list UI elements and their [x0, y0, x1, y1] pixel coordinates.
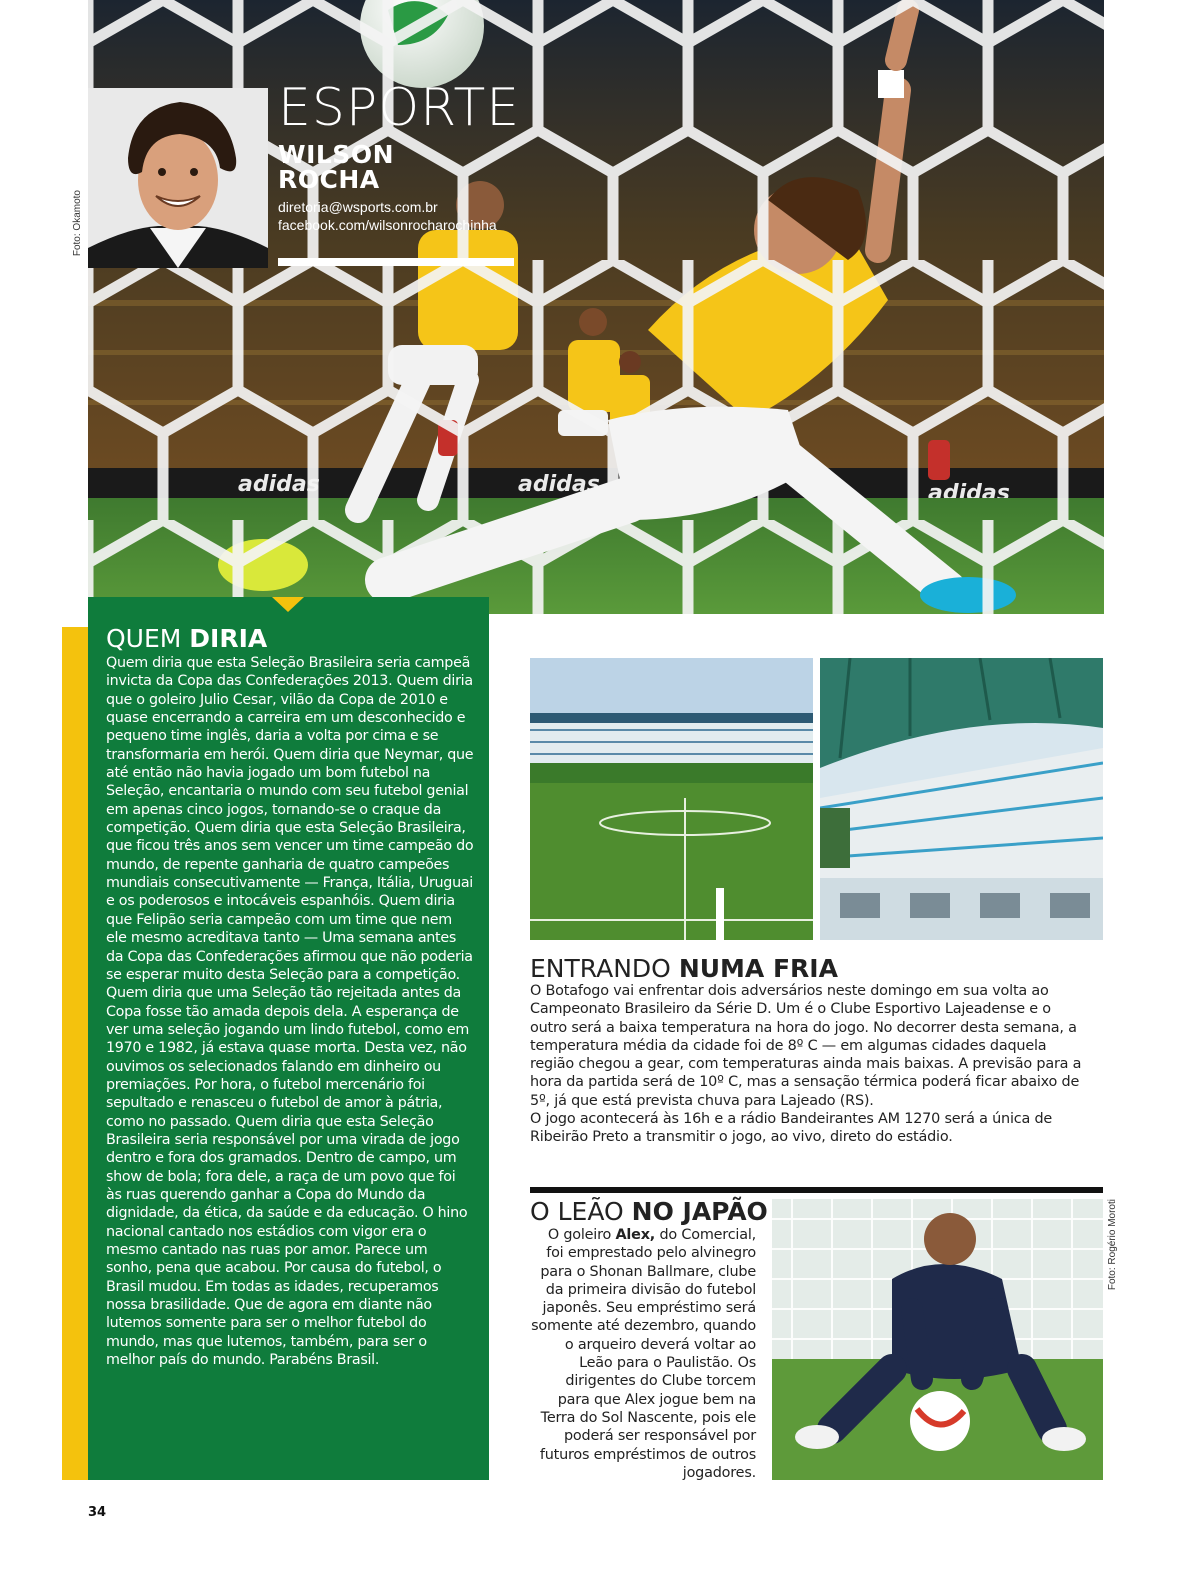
author-contact [278, 198, 497, 234]
author-portrait [88, 88, 268, 268]
third-article-player-name: Alex, [615, 1227, 656, 1243]
page-number: 34 [88, 1505, 107, 1520]
third-article-title-bold: NO JAPÃO [631, 1197, 768, 1226]
article-notch [272, 597, 304, 612]
third-article-title [530, 1199, 768, 1224]
author-name-last: ROCHA [278, 165, 380, 194]
goalkeeper-photo [772, 1199, 1103, 1480]
third-article-body-rest: do Comercial, foi emprestado pelo alvinegro para o Shonan Ballmare, clube da primeira divisão do futebol japonês. Seu empréstimo será somente até dezembro, quando o arqueiro deverá voltar ao Leão para o Paulistão. Os dirigentes do Clube torcem para que Alex jogue bem na Terra do Sol Nascente, pois ele poderá ser responsável por futuros empréstimos de outros jogadores. [531, 1227, 756, 1481]
second-article-title [530, 956, 838, 981]
author-email-link[interactable]: diretoria@wsports.com.br [278, 199, 438, 215]
third-article-body-start: O goleiro [547, 1227, 616, 1243]
author-name-first: WILSON [278, 140, 394, 169]
section-divider [530, 1187, 1103, 1193]
section-title: ESPORTE [278, 78, 521, 138]
second-article-body [530, 982, 1090, 1147]
second-article-title-light: ENTRANDO [530, 954, 671, 983]
stadium-photo-field [530, 658, 813, 940]
goalkeeper-photo-credit: Foto: Rogério Moroti [1107, 1199, 1118, 1291]
portrait-photo-credit: Foto: Okamoto [72, 190, 83, 257]
third-article-body [530, 1226, 756, 1482]
author-divider [278, 258, 514, 266]
main-article-title-light: QUEM [106, 624, 182, 653]
second-article-paragraph-1: O Botafogo vai enfrentar dois adversários neste domingo em sua volta ao Campeonato Brasileiro da Série D. Um é o Clube Esportivo Lajeadense e o outro será a baixa temperatura na hora do jogo. No decorrer desta semana, a temperatura média da cidade foi de 8º C — em algumas cidades daquela região chegou a gear, com temperaturas ainda mais baixas. A previsão para a hora da partida será de 10º C, mas a sensação térmica poderá ficar abaixo de 5º, já que está prevista chuva para Lajeado (RS). [530, 983, 1082, 1109]
main-article-title [106, 626, 267, 651]
main-article-title-bold: DIRIA [189, 624, 268, 653]
third-article-title-light: O LEÃO [530, 1197, 624, 1226]
accent-bar [62, 627, 88, 1480]
stadium-photo-stands [820, 658, 1103, 940]
stadium-field-illustration [530, 658, 813, 940]
second-article-paragraph-2: O jogo acontecerá às 16h e a rádio Bandeirantes AM 1270 será a única de Ribeirão Preto a transmitir o jogo, ao vivo, direto do estádio. [530, 1111, 1053, 1146]
author-facebook-link[interactable]: facebook.com/wilsonrocharochinha [278, 217, 497, 233]
author-name [278, 142, 478, 192]
second-article-title-bold: NUMA FRIA [678, 954, 838, 983]
stadium-stands-illustration [820, 658, 1103, 940]
goalkeeper-illustration [772, 1199, 1103, 1480]
main-article-body: Quem diria que esta Seleção Brasileira seria campeã invicta da Copa das Confederações 2013. Quem diria que o goleiro Julio Cesar, vilão da Copa de 2010 e quase encerrando a carreira em um desconhecido e pequeno time inglês, daria a volta por cima e se transformaria em herói. Quem diria que Neymar, que até então não havia jogado um bom futebol na Seleção, encantaria o mundo com seu futebol genial em apenas cinco jogos, tornando-se o craque da competição. Quem diria que esta Seleção Brasileira, que ficou três anos sem vencer um time campeão do mundo, de repente ganharia de quatro campeões mundiais consecutivamente — França, Itália, Uruguai e os poderosos e intocáveis espanhóis. Quem diria que Felipão seria campeão com um time que nem ele mesmo acreditava tanto — Uma semana antes da Copa das Confederações afirmou que não poderia se esperar muito desta Seleção para a competição. Quem diria que uma Seleção tão rejeitada antes da Copa fosse tão amada depois dela. A esperança de ver uma seleção jogando um lindo futebol, como em 1970 e 1982, já estava quase morta. Desta vez, não ouvimos os selecionados falando em dinheiro ou premiações. Por hora, o futebol mercenário foi sepultado e renasceu o futebol de amor à pátria, como no passado. Quem diria que esta Seleção Brasileira seria responsável por uma virada de jogo dentro e fora dos gramados. Dentro de campo, um show de bola; fora dele, a raça de um povo que foi às ruas querendo ganhar a Copa do Mundo da dignidade, da ética, da saúde e da educação. O hino nacional cantado nos estádios com vigor era o mesmo cantado nas ruas por amor. Parece um sonho, pena que acabou. Por causa do futebol, o Brasil mudou. Em todas as idades, recuperamos nossa brasilidade. Que de agora em diante não lutemos somente para ser o melhor futebol do mundo, mas que lutemos, também, para ser o melhor país do mundo. Parabéns Brasil. [106, 655, 474, 1369]
author-portrait-illustration [88, 88, 268, 268]
